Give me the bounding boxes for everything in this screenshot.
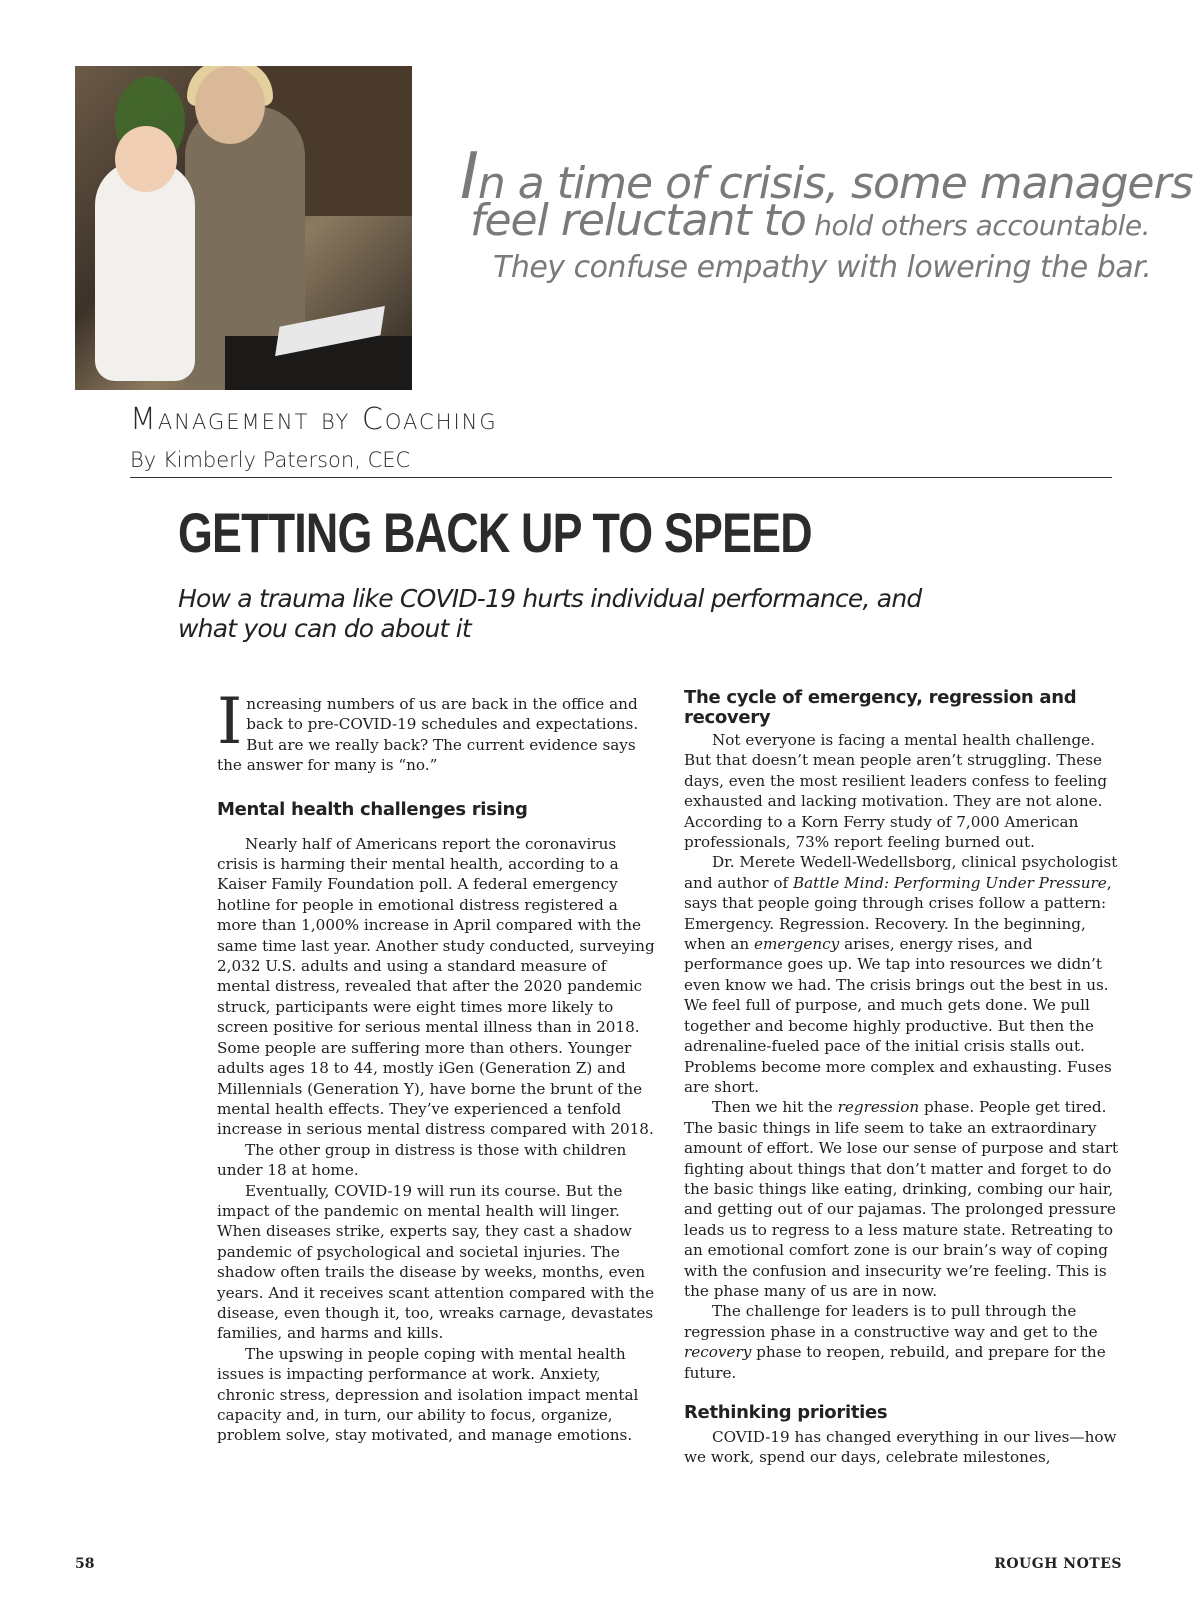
heading-priorities: Rethinking priorities	[684, 1402, 888, 1423]
text: arises, energy rises, and performance goes up. We tap into resources we didn’t even know we had. The crisis brings out the best in us. We feel full of purpose, and much gets done. We pull together and become highly productive. But then the adrenaline-fueled pace of the initial crisis stalls out. Problems become more complex and exhausting. Fuses are short.	[684, 935, 1112, 1096]
pull-quote-cap: I	[460, 140, 478, 214]
pull-quote-line-2	[470, 195, 1150, 246]
drop-cap: I	[217, 685, 243, 759]
paragraph: COVID-19 has changed everything in our lives—how we work, spend our days, celebrate milestones,	[684, 1428, 1117, 1467]
heading-mental-health: Mental health challenges rising	[217, 798, 528, 820]
emphasis: recovery	[684, 1343, 752, 1362]
pull-quote-line-2-small: hold others accountable.	[805, 209, 1151, 242]
article-photo	[75, 66, 412, 390]
paragraph: Not everyone is facing a mental health challenge. But that doesn’t mean people aren’t struggling. These days, even the most resilient leaders confess to feeling exhausted and lacking motivation. They are not alone. According to a Korn Ferry study of 7,000 American professionals, 73% report feeling burned out.	[684, 731, 1108, 852]
photo-head	[195, 66, 265, 144]
pull-quote-line-2-large: feel reluctant to	[470, 195, 806, 246]
left-column	[217, 685, 655, 1446]
emphasis: regression	[837, 1098, 920, 1117]
page-number: 58	[75, 1556, 95, 1572]
headline: GETTING BACK UP TO SPEED	[178, 501, 812, 564]
paragraph: The upswing in people coping with mental health issues is impacting performance at work. Anxiety, chronic stress, depression and isolation impact mental capacity and, in turn, our ability to focus, organize, problem solve, stay motivated, and manage emotions.	[217, 1344, 639, 1445]
column-title: Management by Coaching	[130, 402, 498, 437]
paragraph: Nearly half of Americans report the coronavirus crisis is harming their mental health, according to a Kaiser Family Foundation poll. A federal emergency hotline for people in emotional distress registered a more than 1,000% increase in April compared with the same time last year. Another study conducted, surveying 2,032 U.S. adults and using a standard measure of mental distress, revealed that after the 2020 pandemic struck, participants were eight times more likely to screen positive for serious mental illness than in 2018. Some people are suffering more than others. Younger adults ages 18 to 44, mostly iGen (Generation Z) and Millennials (Generation Y), have borne the brunt of the mental health effects. They’ve experienced a tenfold increase in serious mental distress compared with 2018.	[217, 834, 655, 1139]
text: phase. People get tired. The basic things in life seem to take an extraordinary amount of effort. We lose our sense of purpose and start fighting about things that don’t matter and forget to do the basic things like eating, drinking, combing our hair, and getting out of our pajamas. The prolonged pressure leads us to regress to a less mature state. Retreating to an emotional comfort zone is our brain’s way of coping with the confusion and insecurity we’re feeling. This is the phase many of us are in now.	[684, 1098, 1119, 1300]
pull-quote-line-3: They confuse empathy with lowering the bar.	[493, 250, 1152, 285]
magazine-name: ROUGH NOTES	[994, 1556, 1122, 1572]
text: Dr. Merete Wedell-Wedellsborg, clinical psychologist and author of	[684, 853, 1118, 892]
photo-baby-head	[115, 126, 177, 192]
text: Then we hit the	[712, 1098, 838, 1117]
paragraph	[684, 1301, 1124, 1383]
pull-quote-line-1-text: n a time of crisis, some managers	[477, 158, 1193, 209]
intro-paragraph	[217, 685, 655, 776]
header-rule	[130, 477, 1112, 478]
byline: By Kimberly Paterson, CEC	[130, 448, 411, 472]
book-title: Battle Mind: Performing Under Pressure	[792, 873, 1107, 892]
text: The challenge for leaders is to pull through the regression phase in a constructive way and get to the	[684, 1302, 1098, 1341]
paragraph: The other group in distress is those with children under 18 at home.	[217, 1140, 627, 1180]
text: phase to reopen, rebuild, and prepare for the future.	[684, 1343, 1106, 1382]
right-column	[684, 688, 1124, 1468]
intro-text: ncreasing numbers of us are back in the office and back to pre-COVID-19 schedules and expectations. But are we really back? The current evidence says the answer for many is “no.”	[217, 695, 639, 775]
text: , says that people going through crises follow a pattern: Emergency. Regression. Recovery. In the beginning, when an	[684, 873, 1112, 954]
paragraph	[684, 852, 1124, 1097]
heading-cycle: The cycle of emergency, regression and recovery	[684, 687, 1077, 728]
deck: How a trauma like COVID-19 hurts individual performance, and what you can do about it	[178, 584, 922, 643]
emphasis: emergency	[754, 935, 840, 954]
photo-baby	[95, 161, 195, 381]
paragraph: Eventually, COVID-19 will run its course. But the impact of the pandemic on mental health will linger. When diseases strike, experts say, they cast a shadow pandemic of psychological and societal injuries. The shadow often trails the disease by weeks, months, even years. And it receives scant attention compared with the disease, even though it, too, wreaks carnage, devastates families, and harms and kills.	[217, 1181, 655, 1343]
paragraph	[684, 1097, 1124, 1301]
